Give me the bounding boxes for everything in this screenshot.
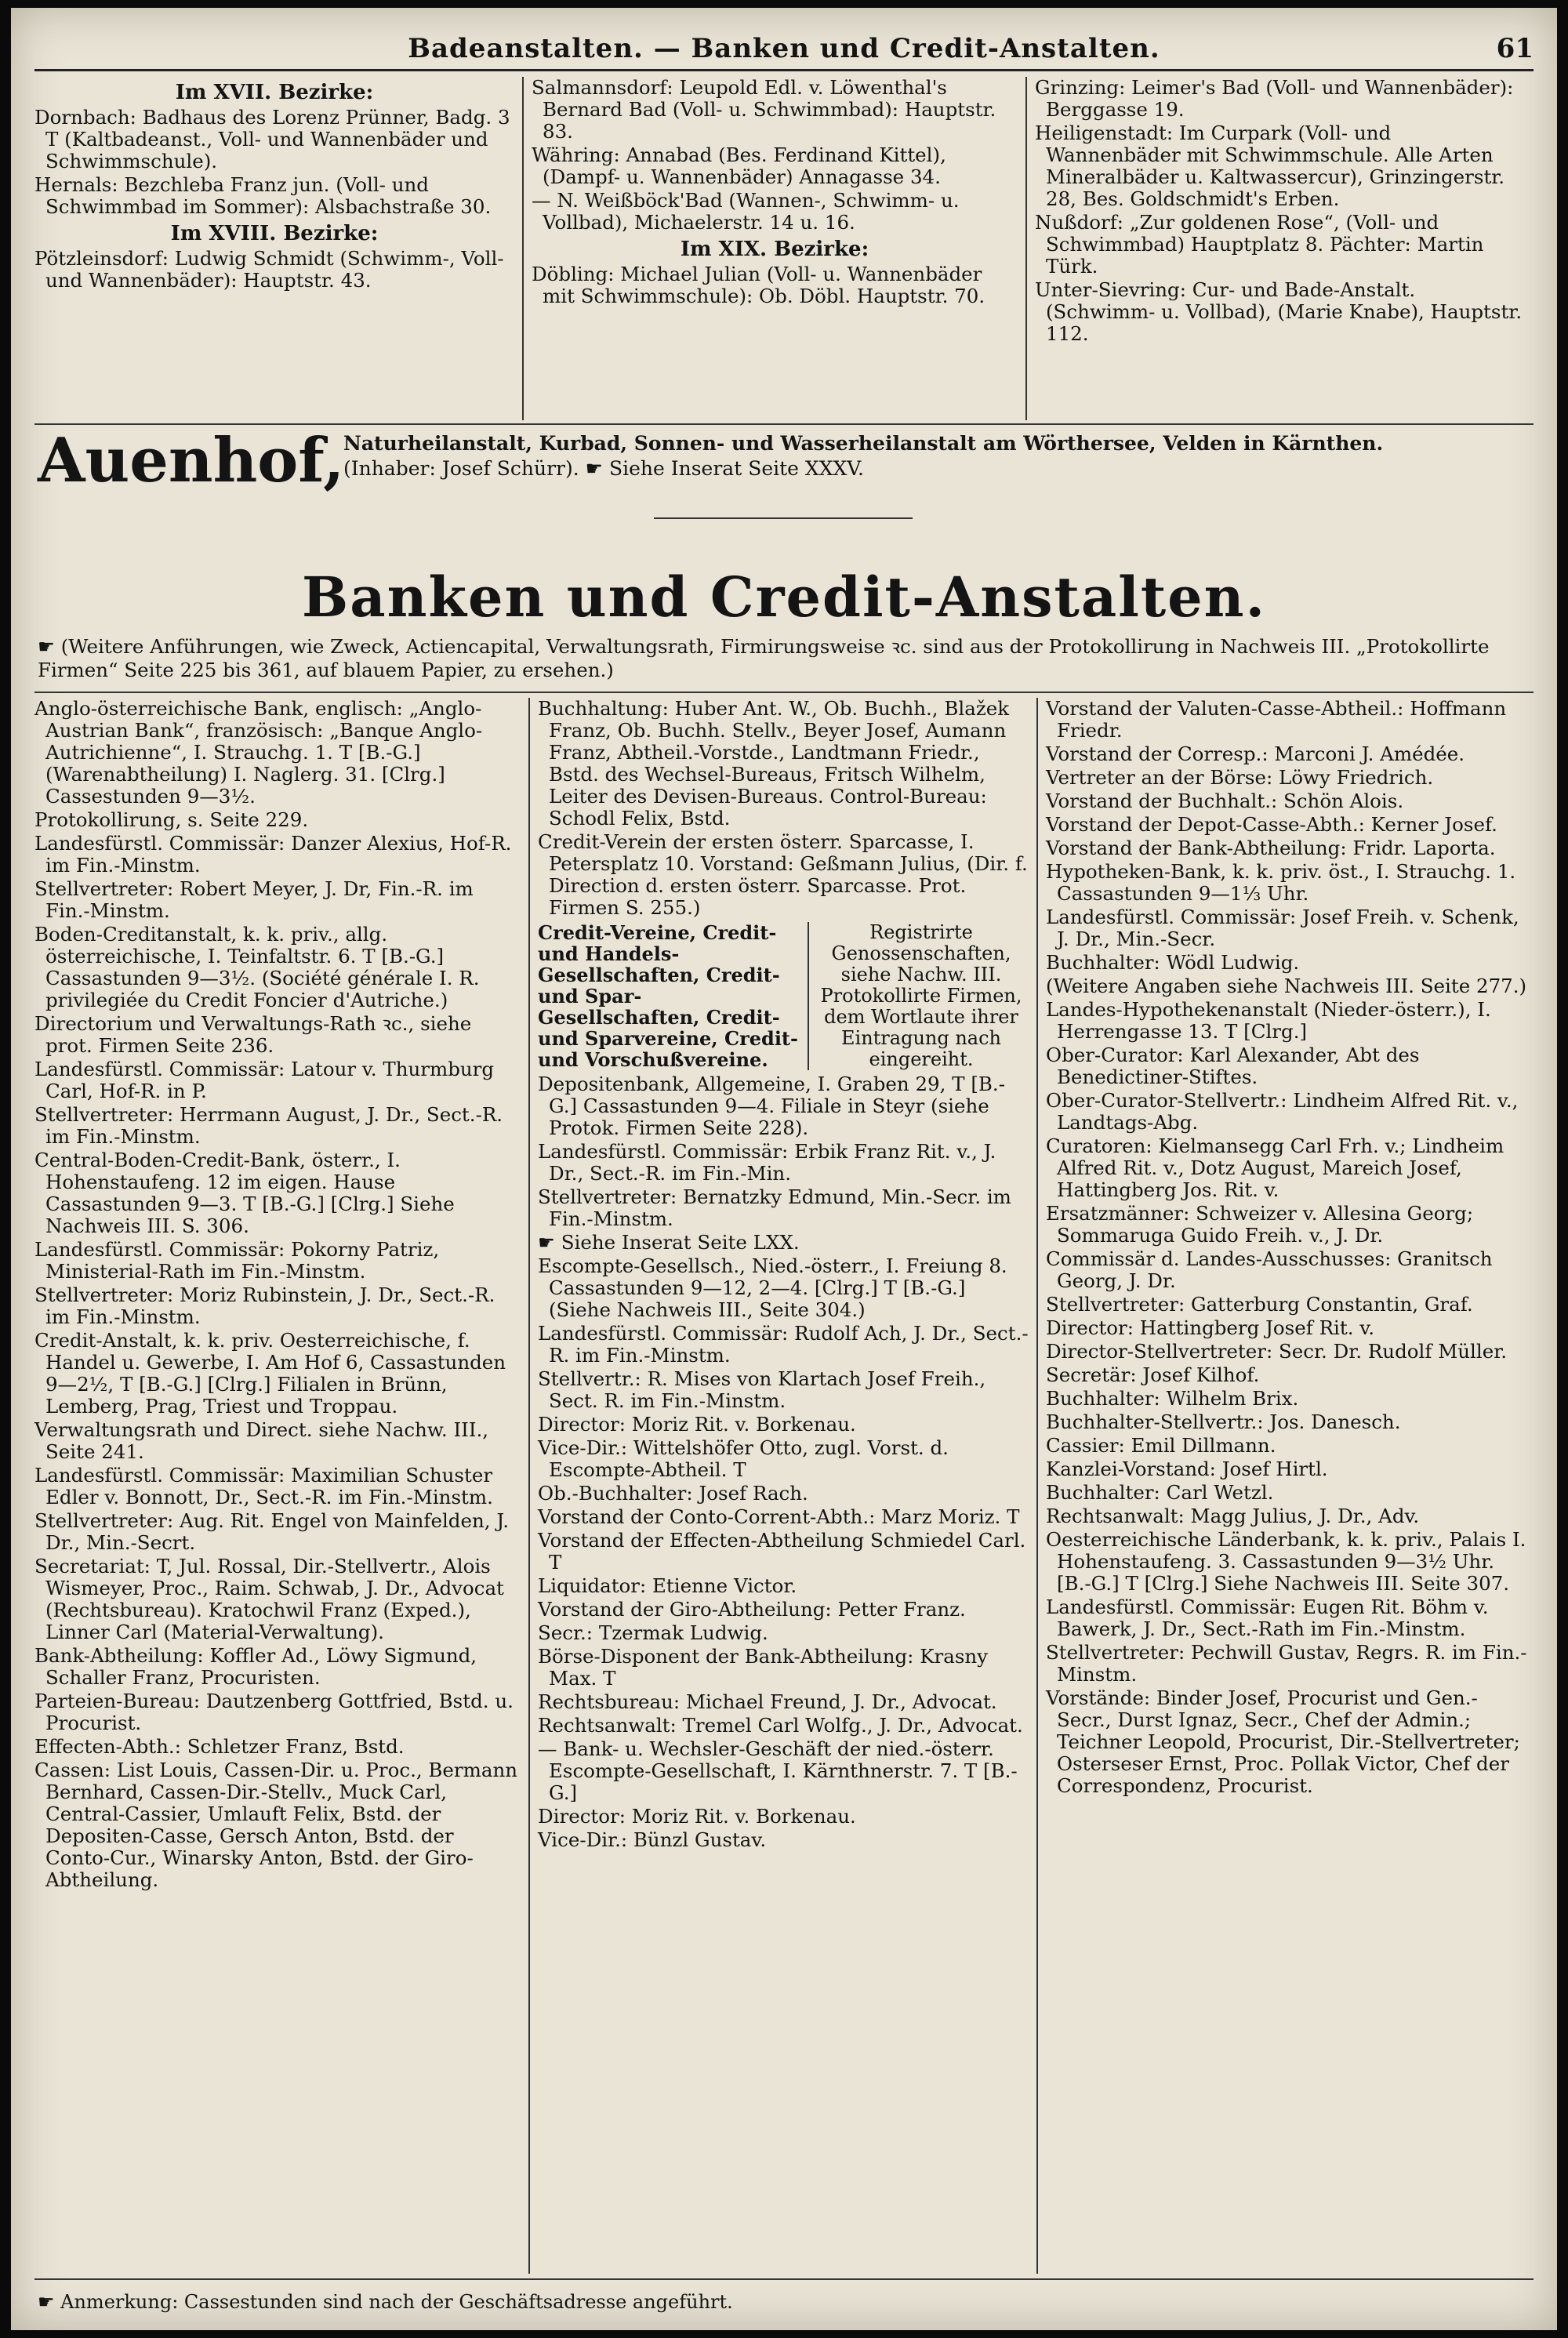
directory-entry: Bank-Abtheilung: Koffler Ad., Löwy Sigmund, Schaller Franz, Procuristen.: [34, 1644, 477, 1689]
auenhof-name: Auenhof,: [38, 425, 345, 496]
directory-entry: Hernals: Bezchleba Franz jun. (Voll- und Schwimmbad im Sommer): Alsbachstraße 30.: [34, 173, 492, 218]
baths-column-1: [34, 77, 514, 293]
baths-column-2: [532, 77, 1018, 309]
directory-entry: Buchhalter: Carl Wetzl.: [1046, 1481, 1274, 1504]
directory-entry: Director: Hattingberg Josef Rit. v.: [1046, 1316, 1375, 1339]
directory-entry: Landesfürstl. Commissär: Rudolf Ach, J. Dr., Sect.-R. im Fin.-Minstm.: [538, 1322, 1029, 1367]
column-divider: [528, 698, 530, 2274]
directory-entry: Directorium und Verwaltungs-Rath ꝛc., siehe prot. Firmen Seite 236.: [34, 1012, 472, 1057]
directory-entry: Dornbach: Badhaus des Lorenz Prünner, Badg. 3 T (Kaltbadeanst., Voll- und Wannenbäder und Schwimmschule).: [34, 106, 510, 172]
directory-entry: Landesfürstl. Commissär: Maximilian Schuster Edler v. Bonnott, Dr., Sect.-R. im Fin.-Minstm.: [34, 1464, 493, 1508]
directory-entry: Landesfürstl. Commissär: Erbik Franz Rit. v., J. Dr., Sect.-R. im Fin.-Min.: [538, 1140, 996, 1185]
directory-entry: Vorstände: Binder Josef, Procurist und Gen.-Secr., Durst Ignaz, Secr., Chef der Admin.; Teichner Leopold, Procurist, Dir.-Stellvertreter; Osterseser Ernst, Proc. Pollak Victor, Chef der Correspondenz, Procurist.: [1046, 1686, 1520, 1797]
document-page: [11, 8, 1557, 2330]
directory-entry: Vertreter an der Börse: Löwy Friedrich.: [1046, 766, 1434, 789]
entry-sidenote: Registrirte Genossenschaften, siehe Nachw. III. Protokollirte Firmen, dem Wortlaute ihrer Eintragung nach eingereiht.: [820, 921, 1022, 1070]
column-divider: [522, 77, 524, 420]
directory-entry: — Bank- u. Wechsler-Geschäft der nied.-österr. Escompte-Gesellschaft, I. Kärnthnerstr. 7. T [B.-G.]: [538, 1737, 1018, 1804]
directory-entry: Nußdorf: „Zur goldenen Rose“, (Voll- und Schwimmbad) Hauptplatz 8. Pächter: Martin Türk.: [1035, 211, 1484, 278]
column-divider: [1025, 77, 1027, 420]
section-title: Banken und Credit-Anstalten.: [302, 565, 1266, 630]
directory-entry: Stellvertreter: Pechwill Gustav, Regrs. R. im Fin.-Minstm.: [1046, 1641, 1527, 1686]
directory-entry: Director-Stellvertreter: Secr. Dr. Rudolf Müller.: [1046, 1340, 1508, 1363]
directory-entry: Credit-Verein der ersten österr. Sparcasse, I. Petersplatz 10. Vorstand: Geßmann Julius, (Dir. f. Direction d. ersten österr. Sparcasse. Prot. Firmen S. 255.): [538, 830, 1028, 919]
directory-entry: Landesfürstl. Commissär: Eugen Rit. Böhm v. Bawerk, J. Dr., Sect.-Rath im Fin.-Minstm.: [1046, 1596, 1489, 1640]
directory-entry: Währing: Annabad (Bes. Ferdinand Kittel), (Dampf- u. Wannenbäder) Annagasse 34.: [532, 143, 946, 188]
district-heading: Im XVIII. Bezirke:: [170, 222, 379, 245]
footnote: ☛ Anmerkung: Cassestunden sind nach der Geschäftsadresse angeführt.: [38, 2291, 733, 2313]
directory-entry: Buchhalter: Wödl Ludwig.: [1046, 951, 1300, 974]
directory-entry: Grinzing: Leimer's Bad (Voll- und Wannenbäder): Berggasse 19.: [1035, 76, 1514, 121]
directory-entry: Heiligenstadt: Im Curpark (Voll- und Wannenbäder mit Schwimmschule. Alle Arten Mineralbäder u. Kaltwassercur), Grinzingerstr. 28, Bes. Goldschmidt's Erben.: [1035, 122, 1505, 210]
directory-entry: Vorstand der Bank-Abtheilung: Fridr. Laporta.: [1046, 837, 1496, 859]
directory-entry: Secretär: Josef Kilhof.: [1046, 1363, 1260, 1386]
directory-entry: Stellvertreter: Gatterburg Constantin, Graf.: [1046, 1293, 1473, 1316]
column-divider: [1036, 698, 1038, 2274]
directory-entry: Landesfürstl. Commissär: Latour v. Thurmburg Carl, Hof-R. in P.: [34, 1058, 495, 1102]
short-rule: [654, 517, 913, 519]
directory-entry: Stellvertreter: Bernatzky Edmund, Min.-Secr. im Fin.-Minstm.: [538, 1185, 1011, 1230]
directory-entry: Pötzleinsdorf: Ludwig Schmidt (Schwimm-, Voll- und Wannenbäder): Hauptstr. 43.: [34, 247, 504, 292]
directory-entry: Depositenbank, Allgemeine, I. Graben 29, T [B.-G.] Cassastunden 9—4. Filiale in Steyr (siehe Protok. Firmen Seite 228).: [538, 1073, 1005, 1139]
directory-entry: Kanzlei-Vorstand: Josef Hirtl.: [1046, 1458, 1328, 1480]
directory-entry: Stellvertreter: Moriz Rubinstein, J. Dr., Sect.-R. im Fin.-Minstm.: [34, 1283, 495, 1328]
directory-entry: Cassen: List Louis, Cassen-Dir. u. Proc., Bermann Bernhard, Cassen-Dir.-Stellv., Muck Carl, Central-Cassier, Umlauft Felix, Bstd. der Depositen-Casse, Gersch Anton, Bstd. der Conto-Cur., Winarsky Anton, Bstd. der Giro-Abtheilung.: [34, 1759, 518, 1891]
directory-entry: Börse-Disponent der Bank-Abtheilung: Krasny Max. T: [538, 1645, 989, 1690]
directory-entry: Vorstand der Buchhalt.: Schön Alois.: [1046, 790, 1404, 812]
directory-entry: Ob.-Buchhalter: Josef Rach.: [538, 1482, 808, 1505]
directory-entry: Escompte-Gesellsch., Nied.-österr., I. Freiung 8. Cassastunden 9—12, 2—4. [Clrg.] T [B.-G.] (Siehe Nachweis III., Seite 304.): [538, 1254, 1007, 1321]
district-heading: Im XVII. Bezirke:: [175, 81, 374, 104]
directory-entry: Commissär d. Landes-Ausschusses: Granitsch Georg, J. Dr.: [1046, 1247, 1493, 1292]
page-number: 61: [1496, 33, 1534, 64]
banks-column-1: [34, 698, 521, 1893]
section-note: ☛ (Weitere Anführungen, wie Zweck, Actiencapital, Verwaltungsrath, Firmirungsweise ꝛc. sind aus der Protokollirung in Nachweis III. „Protokollirte Firmen“ Seite 225 bis 361, auf blauem Papier, zu ersehen.): [38, 635, 1490, 681]
directory-entry: Landesfürstl. Commissär: Pokorny Patriz, Ministerial-Rath im Fin.-Minstm.: [34, 1238, 440, 1283]
directory-entry: Rechtsbureau: Michael Freund, J. Dr., Advocat.: [538, 1690, 997, 1713]
directory-entry: Vice-Dir.: Bünzl Gustav.: [538, 1828, 767, 1851]
directory-entry: Vorstand der Valuten-Casse-Abtheil.: Hoffmann Friedr.: [1046, 697, 1507, 742]
directory-entry: Stellvertreter: Robert Meyer, J. Dr, Fin.-R. im Fin.-Minstm.: [34, 877, 474, 922]
directory-entry: Ober-Curator: Karl Alexander, Abt des Benedictiner-Stiftes.: [1046, 1044, 1420, 1088]
directory-entry: Director: Moriz Rit. v. Borkenau.: [538, 1413, 856, 1436]
directory-entry: Rechtsanwalt: Tremel Carl Wolfg., J. Dr., Advocat.: [538, 1714, 1023, 1737]
auenhof-line-2: (Inhaber: Josef Schürr). ☛ Siehe Inserat Seite XXXV.: [343, 457, 864, 480]
directory-entry: Vice-Dir.: Wittelshöfer Otto, zugl. Vorst. d. Escompte-Abtheil. T: [538, 1436, 949, 1481]
directory-entry: Stellvertr.: R. Mises von Klartach Josef Freih., Sect. R. im Fin.-Minstm.: [538, 1367, 986, 1412]
directory-entry: Ersatzmänner: Schweizer v. Allesina Georg; Sommaruga Guido Freih. v., J. Dr.: [1046, 1202, 1474, 1247]
directory-entry: Landesfürstl. Commissär: Josef Freih. v. Schenk, J. Dr., Min.-Secr.: [1046, 906, 1519, 950]
directory-entry: Protokollirung, s. Seite 229.: [34, 808, 309, 831]
directory-entry: Oesterreichische Länderbank, k. k. priv., Palais I. Hohenstaufeng. 3. Cassastunden 9—3½ Uhr. [B.-G.] T [Clrg.] Siehe Nachweis III. Seite 307.: [1046, 1528, 1526, 1595]
running-header: [34, 30, 1534, 71]
entry-text: Credit-Vereine, Credit- und Handels-Gesellschaften, Credit- und Spar-Gesellschaften, Credit- und Sparvereine, Credit- und Vorschußvereine.: [538, 922, 809, 1070]
directory-entry: Director: Moriz Rit. v. Borkenau.: [538, 1805, 856, 1828]
auenhof-advert: [38, 425, 1527, 496]
directory-entry: Ober-Curator-Stellvertr.: Lindheim Alfred Rit. v., Landtags-Abg.: [1046, 1089, 1519, 1134]
directory-entry: Parteien-Bureau: Dautzenberg Gottfried, Bstd. u. Procurist.: [34, 1690, 514, 1734]
directory-entry: Vorstand der Corresp.: Marconi J. Amédée.: [1046, 742, 1465, 765]
directory-entry: Cassier: Emil Dillmann.: [1046, 1434, 1276, 1457]
directory-entry: ☛ Siehe Inserat Seite LXX.: [538, 1231, 800, 1254]
auenhof-line-1: Naturheilanstalt, Kurbad, Sonnen- und Wasserheilanstalt am Wörthersee, Velden in Kärnthen.: [343, 432, 1384, 455]
auenhof-text: [343, 431, 1527, 481]
directory-entry: — N. Weißböck'Bad (Wannen-, Schwimm- u. Vollbad), Michaelerstr. 14 u. 16.: [532, 189, 960, 234]
directory-entry: Buchhaltung: Huber Ant. W., Ob. Buchh., Blažek Franz, Ob. Buchh. Stellv., Beyer Josef, Aumann Franz, Abtheil.-Vorstde., Landtmann Friedr., Bstd. des Wechsel-Bureaus, Fritsch Wilhelm, Leiter des Devisen-Bureaus. Control-Bureau: Schodl Felix, Bstd.: [538, 697, 1010, 830]
directory-entry: Verwaltungsrath und Direct. siehe Nachw. III., Seite 241.: [34, 1418, 489, 1463]
directory-entry: Salmannsdorf: Leupold Edl. v. Löwenthal's Bernard Bad (Voll- u. Schwimmbad): Hauptstr. 83.: [532, 76, 996, 143]
directory-entry: Secretariat: T, Jul. Rossal, Dir.-Stellvertr., Alois Wismeyer, Proc., Raim. Schwab, J. Dr., Advocat (Rechtsbureau). Kratochwil Franz (Exped.), Linner Carl (Material-Verwaltung).: [34, 1555, 504, 1643]
directory-entry: Landes-Hypothekenanstalt (Nieder-österr.), I. Herrengasse 13. T [Clrg.]: [1046, 998, 1491, 1043]
directory-entry: Döbling: Michael Julian (Voll- u. Wannenbäder mit Schwimmschule): Ob. Döbl. Hauptstr. 70.: [532, 263, 985, 307]
directory-entry: Vorstand der Giro-Abtheilung: Petter Franz.: [538, 1598, 966, 1621]
cooperatives-block: [538, 922, 1029, 1070]
directory-entry: Anglo-österreichische Bank, englisch: „Anglo-Austrian Bank“, französisch: „Banque Anglo-Autrichienne“, I. Strauchg. 1. T [B.-G.] (Warenabtheilung) I. Naglerg. 31. [Clrg.] Cassestunden 9—3½.: [34, 697, 483, 808]
directory-entry: Vorstand der Depot-Casse-Abth.: Kerner Josef.: [1046, 813, 1497, 836]
directory-entry: Vorstand der Effecten-Abtheilung Schmiedel Carl. T: [538, 1529, 1026, 1574]
directory-entry: Liquidator: Etienne Victor.: [538, 1574, 797, 1597]
directory-entry: Effecten-Abth.: Schletzer Franz, Bstd.: [34, 1735, 405, 1758]
directory-entry: Unter-Sievring: Cur- und Bade-Anstalt. (Schwimm- u. Vollbad), (Marie Knabe), Hauptstr. 112.: [1035, 278, 1523, 345]
note-rule: [34, 692, 1534, 693]
directory-entry: Hypotheken-Bank, k. k. priv. öst., I. Strauchg. 1. Cassastunden 9—1⅓ Uhr.: [1046, 860, 1516, 905]
directory-entry: Boden-Creditanstalt, k. k. priv., allg. österreichische, I. Teinfaltstr. 6. T [B.-G.] Cassastunden 9—3½. (Société générale I. R. privilegiée du Credit Foncier d'Autriche.): [34, 923, 480, 1011]
directory-entry: Landesfürstl. Commissär: Danzer Alexius, Hof-R. im Fin.-Minstm.: [34, 832, 512, 877]
district-heading: Im XIX. Bezirke:: [680, 238, 869, 261]
directory-entry: Buchhalter-Stellvertr.: Jos. Danesch.: [1046, 1410, 1401, 1433]
directory-entry: Vorstand der Conto-Corrent-Abth.: Marz Moriz. T: [538, 1505, 1020, 1528]
directory-entry: Stellvertreter: Aug. Rit. Engel von Mainfelden, J. Dr., Min.-Secrt.: [34, 1509, 510, 1554]
directory-entry: Central-Boden-Credit-Bank, österr., I. Hohenstaufeng. 12 im eigen. Hause Cassastunden 9—3. T [B.-G.] [Clrg.] Siehe Nachweis III. S. 306.: [34, 1149, 455, 1237]
directory-entry: Rechtsanwalt: Magg Julius, J. Dr., Adv.: [1046, 1505, 1420, 1527]
footnote-rule: [34, 2278, 1534, 2280]
directory-entry: Credit-Anstalt, k. k. priv. Oesterreichische, f. Handel u. Gewerbe, I. Am Hof 6, Cassastunden 9—2½, T [B.-G.] [Clrg.] Filialen in Brünn, Lemberg, Prag, Triest und Troppau.: [34, 1329, 506, 1418]
directory-entry: Buchhalter: Wilhelm Brix.: [1046, 1387, 1299, 1410]
directory-entry: Stellvertreter: Herrmann August, J. Dr., Sect.-R. im Fin.-Minstm.: [34, 1103, 503, 1148]
directory-entry: Secr.: Tzermak Ludwig.: [538, 1621, 768, 1644]
baths-column-3: [1035, 77, 1529, 347]
directory-entry: Curatoren: Kielmansegg Carl Frh. v.; Lindheim Alfred Rit. v., Dotz August, Mareich Josef, Hattingberg Jos. Rit. v.: [1046, 1135, 1504, 1201]
banks-column-3: [1046, 698, 1532, 1799]
running-title: Badeanstalten. — Banken und Credit-Anstalten.: [408, 33, 1160, 64]
directory-entry: (Weitere Angaben siehe Nachweis III. Seite 277.): [1046, 975, 1527, 997]
banks-column-2: [538, 698, 1029, 1853]
